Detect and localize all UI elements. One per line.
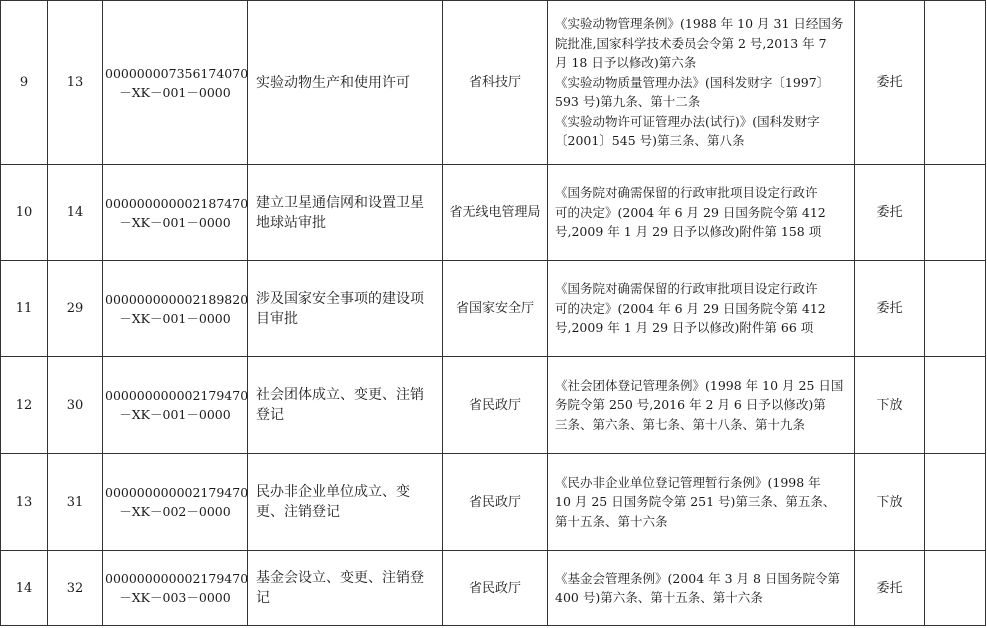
- item-code-line: －XK－001－0000: [119, 407, 231, 422]
- legal-basis-line: 可的决定》(2004 年 6 月 29 日国务院令第 412: [555, 204, 826, 220]
- legal-basis-cell: [548, 1, 855, 165]
- legal-basis-cell: [548, 357, 855, 454]
- item-name-cell: 建立卫星通信网和设置卫星地球站审批: [248, 165, 443, 261]
- row-number-cell: 13: [1, 454, 48, 551]
- item-name-cell: 社会团体成立、变更、注销登记: [248, 357, 443, 454]
- legal-basis-line: 月 18 日予以修改)第六条: [555, 55, 697, 71]
- legal-basis-line: 593 号)第九条、第十二条: [555, 94, 701, 110]
- handling-mode-cell: 下放: [855, 454, 925, 551]
- department-cell: 省民政厅: [443, 357, 548, 454]
- item-code-line: 000000000002187470: [105, 195, 249, 211]
- original-seq-cell: 32: [48, 551, 103, 626]
- legal-basis-line: 10 月 25 日国务院令第 251 号)第三条、第五条、: [555, 494, 836, 510]
- row-number-cell: 9: [1, 1, 48, 165]
- legal-basis-cell: [548, 454, 855, 551]
- row-number-cell: 12: [1, 357, 48, 454]
- remarks-cell: [925, 165, 986, 261]
- item-name-cell: 实验动物生产和使用许可: [248, 1, 443, 165]
- legal-basis-line: 《社会团体登记管理条例》(1998 年 10 月 25 日国: [555, 377, 844, 393]
- original-seq-cell: 14: [48, 165, 103, 261]
- legal-basis-line: 可的决定》(2004 年 6 月 29 日国务院令第 412: [555, 300, 826, 316]
- remarks-cell: [925, 1, 986, 165]
- remarks-cell: [925, 357, 986, 454]
- department-cell: 省无线电管理局: [443, 165, 548, 261]
- legal-basis-cell: [548, 551, 855, 626]
- item-code-line: 000000000002179470: [105, 388, 249, 403]
- legal-basis-line: 〔2001〕545 号)第三条、第八条: [555, 133, 745, 149]
- legal-basis-line: 号,2009 年 1 月 29 日予以修改)附件第 158 项: [555, 224, 822, 240]
- legal-basis-line: 《国务院对确需保留的行政审批项目设定行政许: [555, 281, 818, 297]
- legal-basis-line: 《实验动物管理条例》(1988 年 10 月 31 日经国务: [555, 16, 844, 32]
- handling-mode-cell: 委托: [855, 551, 925, 626]
- item-code-cell: [103, 454, 248, 551]
- legal-basis-line: 《国务院对确需保留的行政审批项目设定行政许: [555, 185, 818, 201]
- item-code-cell: [103, 1, 248, 165]
- handling-mode-cell: 委托: [855, 1, 925, 165]
- item-name-cell: 民办非企业单位成立、变更、注销登记: [248, 454, 443, 551]
- remarks-cell: [925, 261, 986, 357]
- legal-basis-line: 号,2009 年 1 月 29 日予以修改)附件第 66 项: [555, 320, 814, 336]
- department-cell: 省科技厅: [443, 1, 548, 165]
- legal-basis-cell: [548, 261, 855, 357]
- handling-mode-cell: 委托: [855, 165, 925, 261]
- row-number-cell: 10: [1, 165, 48, 261]
- table-row: [1, 454, 986, 551]
- legal-basis-line: 《基金会管理条例》(2004 年 3 月 8 日国务院令第: [555, 570, 840, 586]
- table-row: [1, 261, 986, 357]
- handling-mode-cell: 委托: [855, 261, 925, 357]
- department-cell: 省国家安全厅: [443, 261, 548, 357]
- original-seq-cell: 13: [48, 1, 103, 165]
- item-code-line: 000000000002179470: [105, 485, 249, 500]
- item-code-line: 000000000002179470: [105, 571, 249, 586]
- handling-mode-cell: 下放: [855, 357, 925, 454]
- table-body: [1, 1, 986, 626]
- legal-basis-line: 三条、第六条、第七条、第十八条、第十九条: [555, 416, 806, 432]
- item-code-cell: [103, 261, 248, 357]
- table-row: [1, 165, 986, 261]
- legal-basis-line: 《民办非企业单位登记管理暂行条例》(1998 年: [555, 474, 821, 490]
- original-seq-cell: 30: [48, 357, 103, 454]
- legal-basis-line: 务院令第 250 号,2016 年 2 月 6 日予以修改)第: [555, 397, 826, 413]
- item-code-line: 000000007356174070: [105, 65, 249, 81]
- item-code-cell: [103, 357, 248, 454]
- legal-basis-line: 《实验动物许可证管理办法(试行)》(国科发财字: [555, 113, 820, 129]
- legal-basis-line: 院批准,国家科学技术委员会令第 2 号,2013 年 7: [555, 35, 827, 51]
- item-code-line: －XK－001－0000: [119, 84, 231, 100]
- row-number-cell: 11: [1, 261, 48, 357]
- department-cell: 省民政厅: [443, 551, 548, 626]
- legal-basis-line: 《实验动物质量管理办法》(国科发财字〔1997〕: [555, 74, 830, 90]
- item-code-line: －XK－001－0000: [119, 310, 231, 326]
- table-row: [1, 551, 986, 626]
- remarks-cell: [925, 454, 986, 551]
- legal-basis-cell: [548, 165, 855, 261]
- item-code-cell: [103, 551, 248, 626]
- legal-basis-line: 400 号)第六条、第十五条、第十六条: [555, 590, 763, 605]
- item-code-line: －XK－001－0000: [119, 214, 231, 230]
- table-row: [1, 1, 986, 165]
- item-name-cell: 基金会设立、变更、注销登记: [248, 551, 443, 626]
- table-row: [1, 357, 986, 454]
- item-code-line: －XK－002－0000: [119, 504, 231, 519]
- department-cell: 省民政厅: [443, 454, 548, 551]
- legal-basis-line: 第十五条、第十六条: [555, 513, 668, 529]
- original-seq-cell: 29: [48, 261, 103, 357]
- original-seq-cell: 31: [48, 454, 103, 551]
- row-number-cell: 14: [1, 551, 48, 626]
- item-code-line: －XK－003－0000: [119, 590, 231, 605]
- remarks-cell: [925, 551, 986, 626]
- item-code-line: 000000000002189820: [105, 291, 249, 307]
- item-code-cell: [103, 165, 248, 261]
- item-name-cell: 涉及国家安全事项的建设项目审批: [248, 261, 443, 357]
